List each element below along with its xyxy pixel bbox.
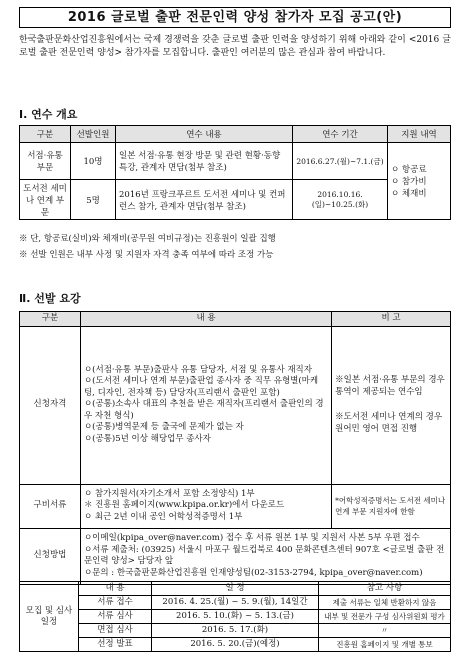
col-header-count: 선발인원 <box>71 126 116 143</box>
schedule-date: 2016. 4. 25.(월) ~ 5. 9.(월), 14일간 <box>152 596 319 610</box>
qualification-note-cell <box>332 326 451 484</box>
col-header-note: 비 고 <box>332 312 451 327</box>
qualification-note: ※도서전 세미나 연계의 경우 원어민 영어 면접 진행 <box>335 412 443 434</box>
schedule-date: 2016. 5. 20.(금)(예정) <box>152 638 319 652</box>
schedule-note: 내부 및 전문가 구성 심사위원회 평가 <box>319 610 451 624</box>
col-header-type: 구분 <box>20 126 71 143</box>
qualification-item: ㅇ(공통)소속사 대표의 추천을 받은 재직자(프리랜서 출판인의 경우 자천 형식) <box>83 399 324 421</box>
schedule-table <box>19 581 451 652</box>
intro-paragraph: 한국출판문화산업진흥원에서는 국제 경쟁력을 갖춘 글로벌 출판 인력을 양성하기 위해 아래와 같이 <2016 글로벌 출판 전문인력 양성> 참가자를 모집합니다. 출판인 여러분의 많은 관심과 참여 바랍니다. <box>19 35 451 58</box>
schedule-note: 진흥원 홈페이지 및 개별 통보 <box>319 638 451 652</box>
apply-method-label: 신청방법 <box>20 528 81 584</box>
table-row <box>20 596 451 610</box>
schedule-date: 2016. 5. 10.(화) ~ 5. 13.(금) <box>152 610 319 624</box>
qualification-item: ㅇ(공통)5년 이상 해당업무 종사자 <box>83 433 211 444</box>
documents-note: *어학성적증명서는 도서전 세미나 연계 부문 지원자에 한함 <box>332 484 451 528</box>
schedule-col-header: 일 정 <box>152 582 319 596</box>
qualification-note: ※일본 서점·유통 부문의 경우 통역이 제공되는 연수임 <box>335 375 445 397</box>
support-item: ㅇ 항공료 <box>391 165 427 175</box>
section2-heading: Ⅱ. 선발 요강 <box>19 292 81 305</box>
support-cell <box>388 143 451 220</box>
col-header-support: 지원 내역 <box>388 126 451 143</box>
row-content: 일본 서점·유통 현장 방문 및 관련 현황·동향 특강, 관계자 면담(첨부 참조) <box>116 143 293 180</box>
schedule-date: 2016. 5. 17.(화) <box>152 624 319 638</box>
col-header-content: 내 용 <box>80 312 331 327</box>
apply-method-cell <box>80 528 450 584</box>
row-count: 5명 <box>71 180 116 220</box>
documents-item: ＊ 진흥원 홈페이지(www.kpipa.or.kr)에서 다운로드 <box>83 500 285 511</box>
schedule-item: 선정 발표 <box>79 638 152 652</box>
qualification-cell <box>80 326 331 484</box>
schedule-label: 모집 및 심사일정 <box>20 582 79 652</box>
training-overview-table <box>19 125 451 220</box>
table-row <box>20 624 451 638</box>
row-type: 서점·유통 부문 <box>20 143 71 180</box>
page-title: 2016 글로벌 출판 전문인력 양성 참가자 모집 공고(안) <box>19 7 451 28</box>
schedule-item: 서류 심사 <box>79 610 152 624</box>
apply-method-item: ㅇ이메일(kpipa_over@naver.com) 접수 후 서류 원본 1부 및 지원서 사본 5부 우편 접수 <box>83 533 420 543</box>
table-row <box>20 528 451 584</box>
support-item: ㅇ 참가비 <box>391 177 427 187</box>
col-header-content: 연수 내용 <box>116 126 293 143</box>
support-item: ㅇ 체재비 <box>391 189 427 199</box>
schedule-item: 면접 심사 <box>79 624 152 638</box>
col-header-period: 연수 기간 <box>293 126 388 143</box>
qualification-item: ㅇ(공통)병역문제 등 출국에 문제가 없는 자 <box>83 422 244 433</box>
col-header-type: 구분 <box>20 312 81 327</box>
row-period: 2016.10.16.(일)~10.25.(화) <box>293 180 388 220</box>
overview-note: ※ 단, 항공료(실비)와 체재비(공무원 여비규정)는 진흥원이 일괄 집행 <box>19 234 276 244</box>
schedule-note: 제출 서류는 일체 반환하지 않음 <box>319 596 451 610</box>
table-row <box>20 638 451 652</box>
table-row <box>20 484 451 528</box>
table-row <box>20 180 451 220</box>
schedule-col-header: 참고 사항 <box>319 582 451 596</box>
documents-cell <box>80 484 331 528</box>
apply-method-item: ㅇ서류 제출처: (03925) 서울시 마포구 월드컵북로 400 문화콘텐츠센터 907호 <글로벌 출판 전문인력 양성> 담당자 앞 <box>83 544 445 566</box>
row-content: 2016년 프랑크푸르트 도서전 세미나 및 컨퍼런스 참가, 관계자 면담(첨부 참조) <box>116 180 293 220</box>
documents-item: ㅇ 참가지원서(자기소개서 포함 소정양식) 1부 <box>83 488 255 499</box>
table-row <box>20 326 451 484</box>
schedule-col-header: 내 용 <box>79 582 152 596</box>
schedule-note: 〃 <box>319 624 451 638</box>
qualification-item: ㅇ(도서전 세미나 연계 부문)출판업 종사자 중 직무 유형별(마케팅, 디자인, 전자책 등) 담당자(프리랜서 출판인 포함) <box>83 376 319 398</box>
row-period: 2016.6.27.(월)~7.1.(금) <box>293 143 388 180</box>
qualification-item: ㅇ(서점·유통 부문)출판사 유통 담당자, 서점 및 유통사 재직자 <box>83 364 312 375</box>
documents-label: 구비서류 <box>20 484 81 528</box>
row-type: 도서전 세미나 연계 부문 <box>20 180 71 220</box>
documents-item: ㅇ 최근 2년 이내 공인 어학성적증명서 1부 <box>83 511 243 522</box>
schedule-item: 서류 접수 <box>79 596 152 610</box>
table-row <box>20 143 451 180</box>
qualification-label: 신청자격 <box>20 326 81 484</box>
selection-table <box>19 311 451 585</box>
section1-heading: Ⅰ. 연수 개요 <box>19 108 78 121</box>
apply-method-item: ㅇ문의 : 한국출판문화산업진흥원 인재양성팀(02-3153-2794, kpipa_over@naver.com) <box>83 567 423 578</box>
table-row <box>20 610 451 624</box>
overview-note: ※ 선발 인원은 내부 사정 및 지원자 자격 충족 여부에 따라 조정 가능 <box>19 250 274 260</box>
row-count: 10명 <box>71 143 116 180</box>
